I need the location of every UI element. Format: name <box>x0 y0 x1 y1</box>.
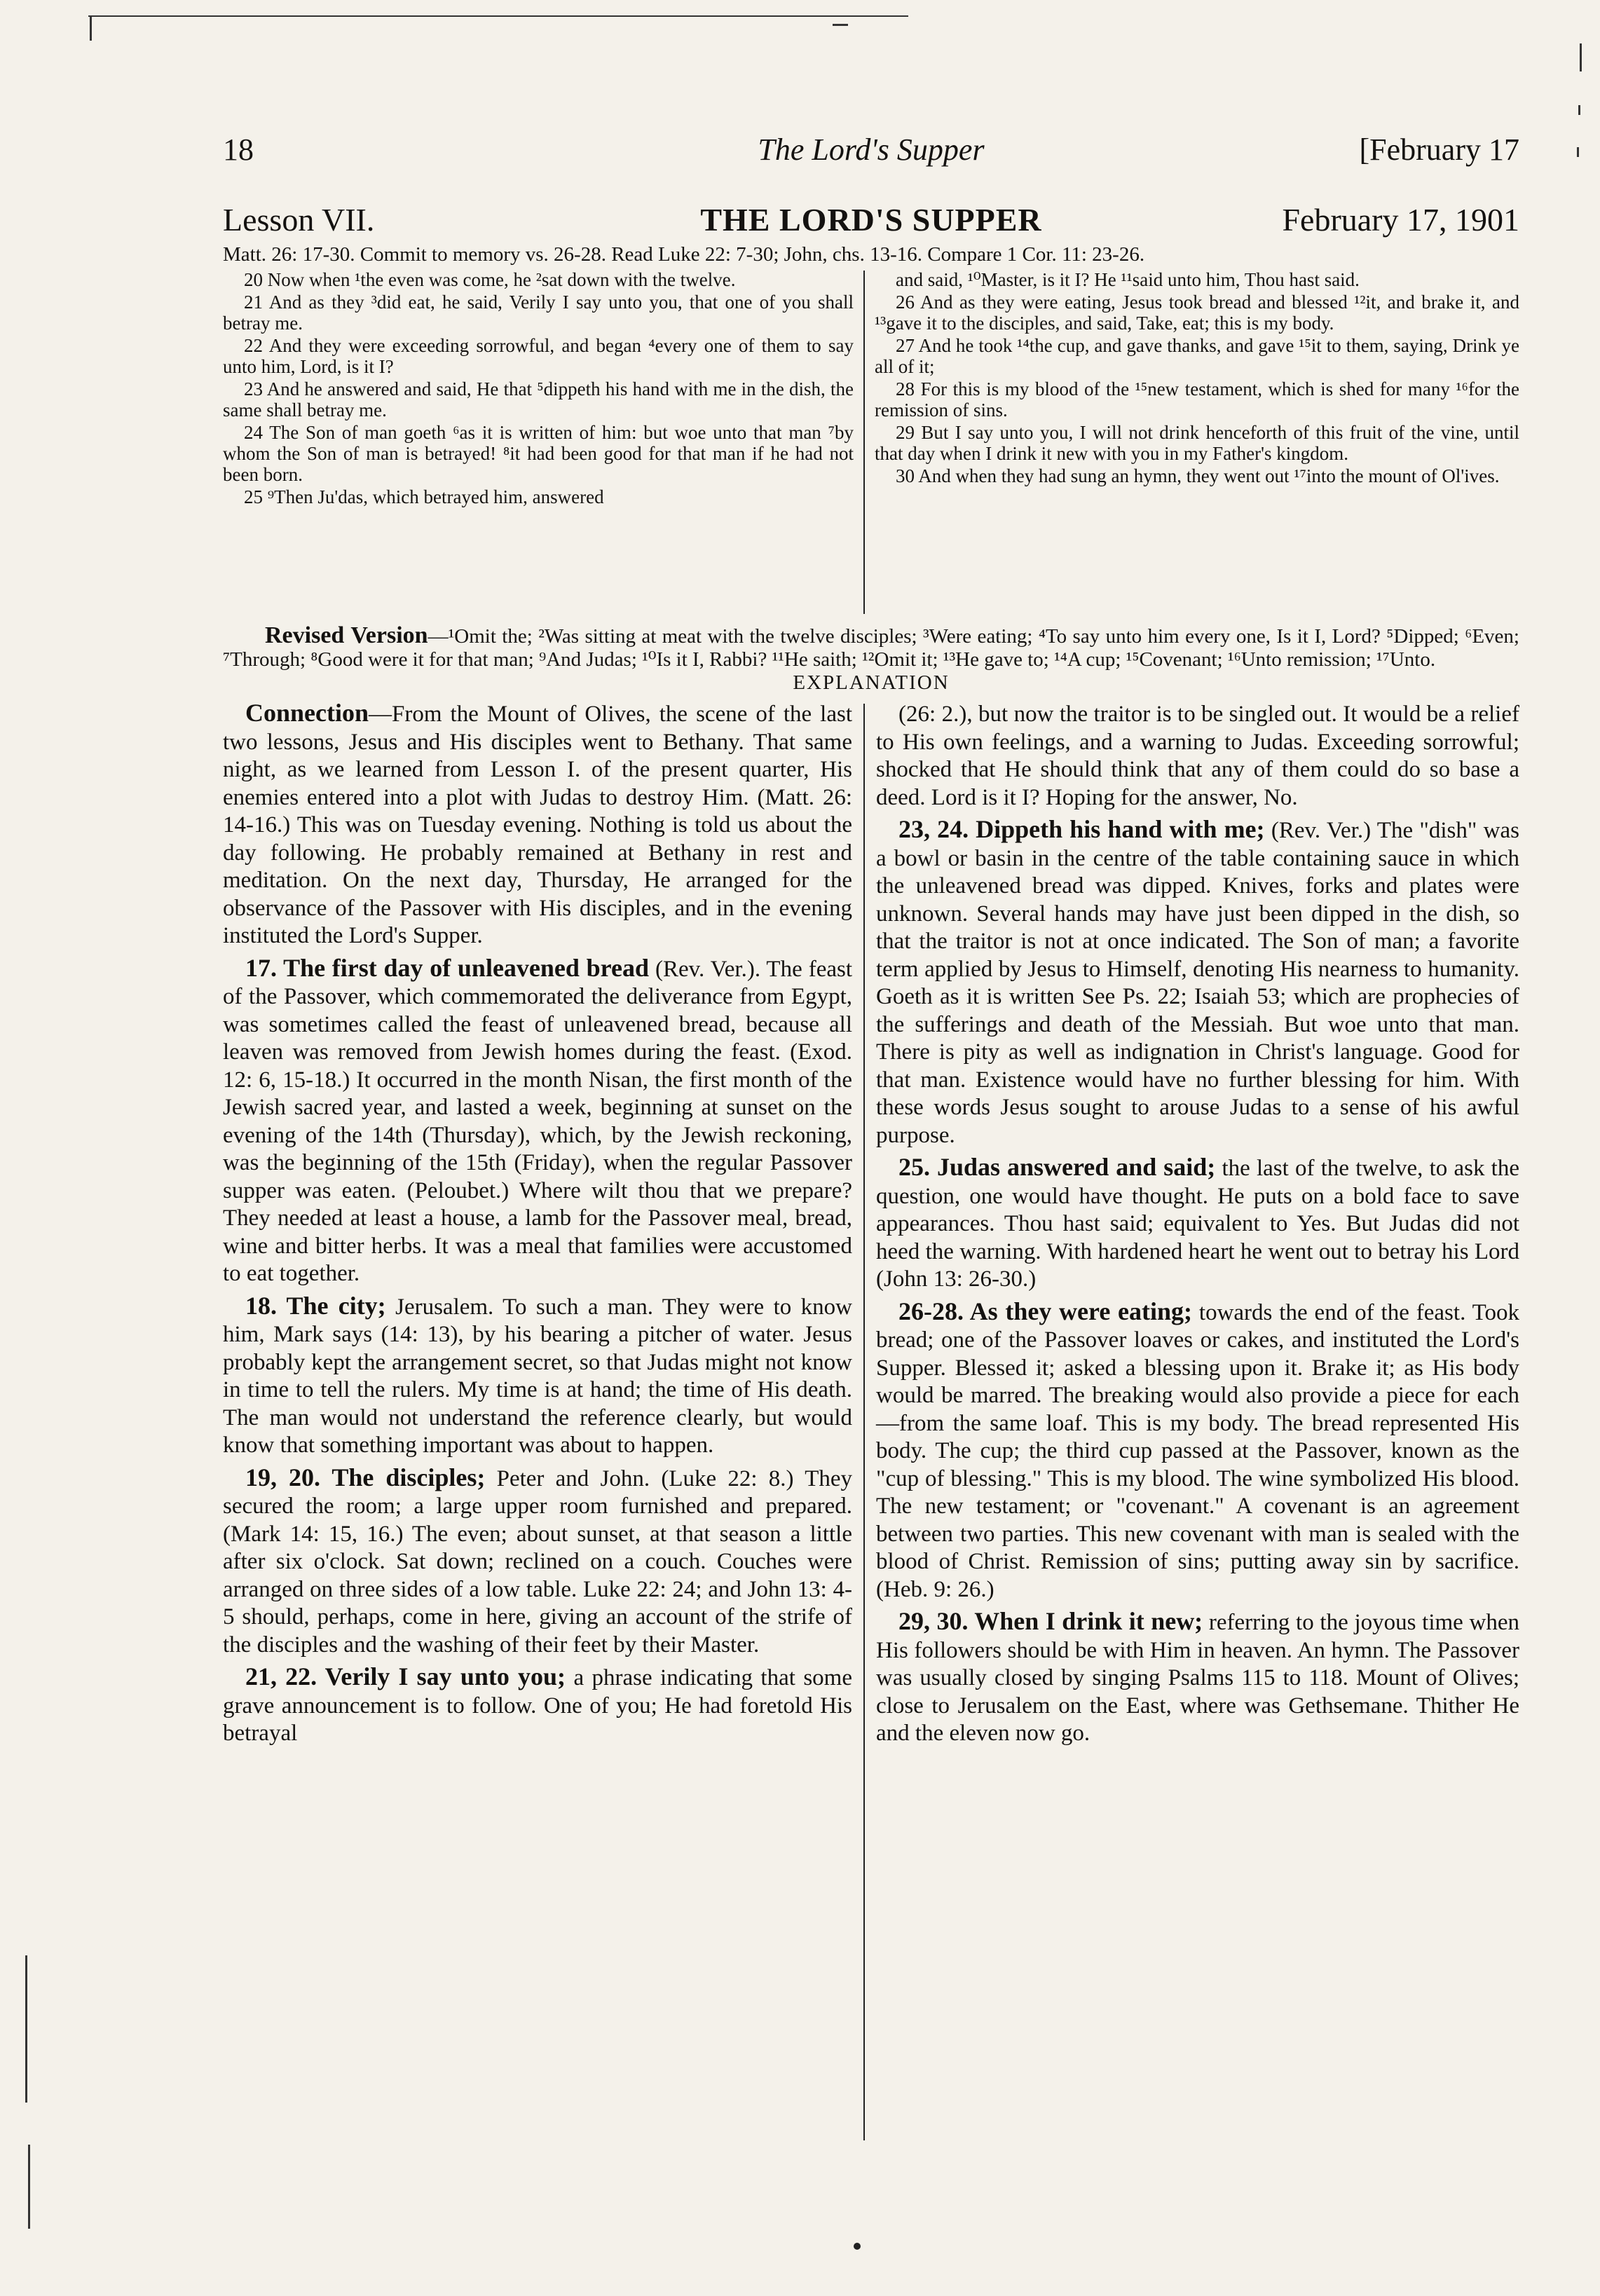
paragraph-text: a phrase indicating that some grave announcement is to follow. One of you; He had foretold His betrayal <box>223 1665 852 1746</box>
explanation-paragraph <box>876 699 1519 812</box>
verse-paragraph: 20 Now when ¹the even was come, he ²sat down with the twelve. <box>244 269 736 290</box>
verse-paragraph: and said, ¹⁰Master, is it I? He ¹¹said unto him, Thou hast said. <box>896 269 1360 290</box>
explanation-paragraph <box>223 955 852 1288</box>
paragraph-keyword: 18. The city; <box>245 1291 386 1320</box>
verse-paragraph: 24 The Son of man goeth ⁶as it is written of him: but woe unto that man ⁷by whom the Son of man is betrayed! ⁸it had been good for that man if he had not been born. <box>223 422 854 485</box>
verse-paragraph: 29 But I say unto you, I will not drink henceforth of this fruit of the vine, until that day when I drink it new with you in my Father's kingdom. <box>875 422 1519 464</box>
running-header <box>223 130 1519 170</box>
scan-border-line <box>88 15 908 17</box>
paragraph-text: towards the end of the feast. Took bread; one of the Passover loaves or cakes, and instituted the Lord's Supper. Blessed it; asked a blessing upon it. Brake it; as His body would be marred. The breaking would also provide a piece for each—from the same loaf. This is my body. The bread represented His body. The cup; the third cup passed at the Passover, known as the "cup of blessing." This is my blood. The wine symbolized His blood. The new testament; or "covenant." A covenant is an agreement between two parties. This new covenant with man is sealed with the blood of Christ. Remission of sins; putting away sin by sacrifice. (Heb. 9: 26.) <box>876 1299 1519 1602</box>
explanation-paragraph <box>876 1298 1519 1604</box>
paragraph-text: —From the Mount of Olives, the scene of the last two lessons, Jesus and His disciples went to Bethany. That same night, as we learned from Lesson I. of the present quarter, His enemies entered into a plot with Judas to destroy Him. (Matt. 26: 14-16.) This was on Tuesday evening. Nothing is told us about the day following. He probably remained at Bethany in rest and meditation. On the next day, Thursday, He arranged for the observance of the Passover with His disciples, and in the evening instituted the Lord's Supper. <box>223 702 852 948</box>
column-divider <box>863 271 865 614</box>
scan-left-mark <box>28 2145 30 2229</box>
explanation-paragraph <box>876 816 1519 1149</box>
verse-paragraph: 26 And as they were eating, Jesus took bread and blessed ¹²it, and brake it, and ¹³gave it to the disciples, and said, Take, eat; this is my body. <box>875 292 1519 334</box>
revised-version-notes <box>223 624 1519 671</box>
verse-paragraph: 30 And when they had sung an hymn, they went out ¹⁷into the mount of Ol'ives. <box>896 465 1500 486</box>
verse-paragraph: 21 And as they ³did eat, he said, Verily I say unto you, that one of you shall betray me. <box>223 292 854 334</box>
lesson-title: THE LORD'S SUPPER <box>700 202 1042 238</box>
paragraph-keyword: Connection <box>245 699 369 727</box>
paragraph-text: the last of the twelve, to ask the question, one would have thought. He puts on a bold face to save appearances. Thou hast said; equivalent to Yes. But Judas did not heed the warning. With hardened heart he went out to betray his Lord (John 13: 26-30.) <box>876 1156 1520 1292</box>
lesson-title-line <box>223 199 1519 241</box>
explanation-left-column <box>223 699 852 2143</box>
verse-paragraph: 23 And he answered and said, He that ⁵dippeth his hand with me in the dish, the same shall betray me. <box>223 378 854 421</box>
scan-edge-mark <box>1577 147 1579 157</box>
verse-paragraph: 22 And they were exceeding sorrowful, and began ⁴every one of them to say unto him, Lord, is it I? <box>223 335 854 377</box>
header-date: [February 17 <box>1359 132 1519 167</box>
revised-version-heading: Revised Version <box>265 622 428 648</box>
scan-border-tick <box>90 15 92 41</box>
explanation-paragraph <box>876 1608 1519 1748</box>
scripture-reference: Matt. 26: 17-30. Commit to memory vs. 26-28. Read Luke 22: 7-30; John, chs. 13-16. Compare 1 Cor. 11: 23-26. <box>223 243 1145 266</box>
scan-mark <box>833 24 848 26</box>
paragraph-keyword: 29, 30. When I drink it new; <box>898 1607 1203 1635</box>
explanation-paragraph <box>223 1292 852 1460</box>
explanation-right-column <box>876 699 1519 2143</box>
paragraph-keyword: 17. The first day of unleavened bread <box>245 953 649 982</box>
footer-dot <box>854 2243 861 2250</box>
scan-edge-mark <box>1578 105 1580 115</box>
explanation-paragraph <box>223 699 852 950</box>
revised-version-text: —¹Omit the; ²Was sitting at meat with the twelve disciples; ³Were eating; ⁴To say unto him every one, Is it I, Lord? ⁵Dipped; ⁶Even; ⁷Through; ⁸Good were it for that man; ⁹And Judas; ¹⁰Is it I, Rabbi? ¹¹He saith; ¹²Omit it; ¹³He gave to; ¹⁴A cup; ¹⁵Covenant; ¹⁶Unto remission; ¹⁷Unto. <box>223 625 1519 671</box>
page-number: 18 <box>223 132 254 167</box>
paragraph-keyword: 21, 22. Verily I say unto you; <box>245 1662 566 1690</box>
paragraph-keyword: 26-28. As they were eating; <box>898 1297 1192 1325</box>
verse-paragraph: 25 ⁹Then Ju'das, which betrayed him, answered <box>244 486 604 507</box>
explanation-paragraph <box>223 1464 852 1660</box>
verse-paragraph: 27 And he took ¹⁴the cup, and gave thanks, and gave ¹⁵it to them, saying, Drink ye all of it; <box>875 335 1519 377</box>
paragraph-text: (Rev. Ver.) The "dish" was a bowl or basin in the centre of the table containing sauce in which the unleavened bread was dipped. Knives, forks and plates were unknown. Several hands may have just been dipped in the dish, so that the traitor is not at once indicated. The Son of man; a favorite term applied by Jesus to Himself, denoting His nearness to humanity. Goeth as it is written See Ps. 22; Isaiah 53; which are prophecies of the sufferings and death of the Messiah. But woe unto that man. There is pity as well as indignation in Christ's language. Good for that man. Existence would have no further blessing for him. With these words Jesus sought to arouse Judas to a sense of his awful purpose. <box>876 818 1520 1148</box>
lesson-number: Lesson VII. <box>223 202 375 238</box>
paragraph-keyword: 25. Judas answered and said; <box>898 1153 1216 1181</box>
explanation-paragraph <box>876 1154 1519 1294</box>
scan-edge-mark <box>1580 43 1582 71</box>
explanation-heading: EXPLANATION <box>793 671 950 694</box>
lesson-date: February 17, 1901 <box>1282 202 1519 238</box>
explanation-paragraph <box>223 1663 852 1748</box>
paragraph-text: (Rev. Ver.). The feast of the Passover, which commemorated the deliverance from Egypt, was sometimes called the feast of unleavened bread, because all leaven was removed from Jewish homes during the feast. (Exod. 12: 6, 15-18.) It occurred in the month Nisan, the first month of the Jewish sacred year, and lasted a week, beginning at sunset on the evening of the 14th (Thursday), which, by the Jewish reckoning, was the beginning of the 15th (Friday), when the regular Passover supper was eaten. (Peloubet.) Where wilt thou that we prepare? They needed at least a house, a lamb for the Passover meal, bread, wine and bitter herbs. It was a meal that families were accustomed to eat together. <box>223 956 852 1286</box>
paragraph-keyword: 23, 24. Dippeth his hand with me; <box>898 815 1265 843</box>
running-title: The Lord's Supper <box>758 132 985 167</box>
column-divider <box>863 704 865 2140</box>
paragraph-text: referring to the joyous time when His followers should be with Him in heaven. An hymn. The Passover was usually closed by singing Psalms 115 to 118. Mount of Olives; close to Jerusalem on the East, where was Gethsemane. Thither He and the eleven now go. <box>876 1610 1520 1746</box>
verse-paragraph: 28 For this is my blood of the ¹⁵new testament, which is shed for many ¹⁶for the remission of sins. <box>875 378 1519 421</box>
paragraph-keyword: 19, 20. The disciples; <box>245 1463 486 1491</box>
paragraph-text: (26: 2.), but now the traitor is to be singled out. It would be a relief to His own feelings, and a warning to Judas. Exceeding sorrowful; shocked that He should think that any of them could do so base a deed. Lord is it I? Hoping for the answer, No. <box>876 702 1519 810</box>
paragraph-text: Jerusalem. To such a man. They were to know him, Mark says (14: 13), by his bearing a pitcher of water. Jesus probably kept the arrangement secret, so that Judas might not know in time to tell the rulers. My time is at hand; the time of His death. The man would not understand the reference clearly, but would know that something important was about to happen. <box>223 1294 852 1458</box>
verses-right-column <box>875 269 1519 620</box>
verses-left-column <box>223 269 854 620</box>
scan-left-mark <box>25 1955 27 2103</box>
paragraph-text: Peter and John. (Luke 22: 8.) They secured the room; a large upper room furnished and prepared. (Mark 14: 15, 16.) The even; about sunset, at that season a little after six o'clock. Sat down; reclined on a couch. Couches were arranged on three sides of a low table. Luke 22: 24; and John 13: 4-5 should, perhaps, come in here, giving an account of the strife of the disciples and the washing of their feet by their Master. <box>223 1465 852 1658</box>
